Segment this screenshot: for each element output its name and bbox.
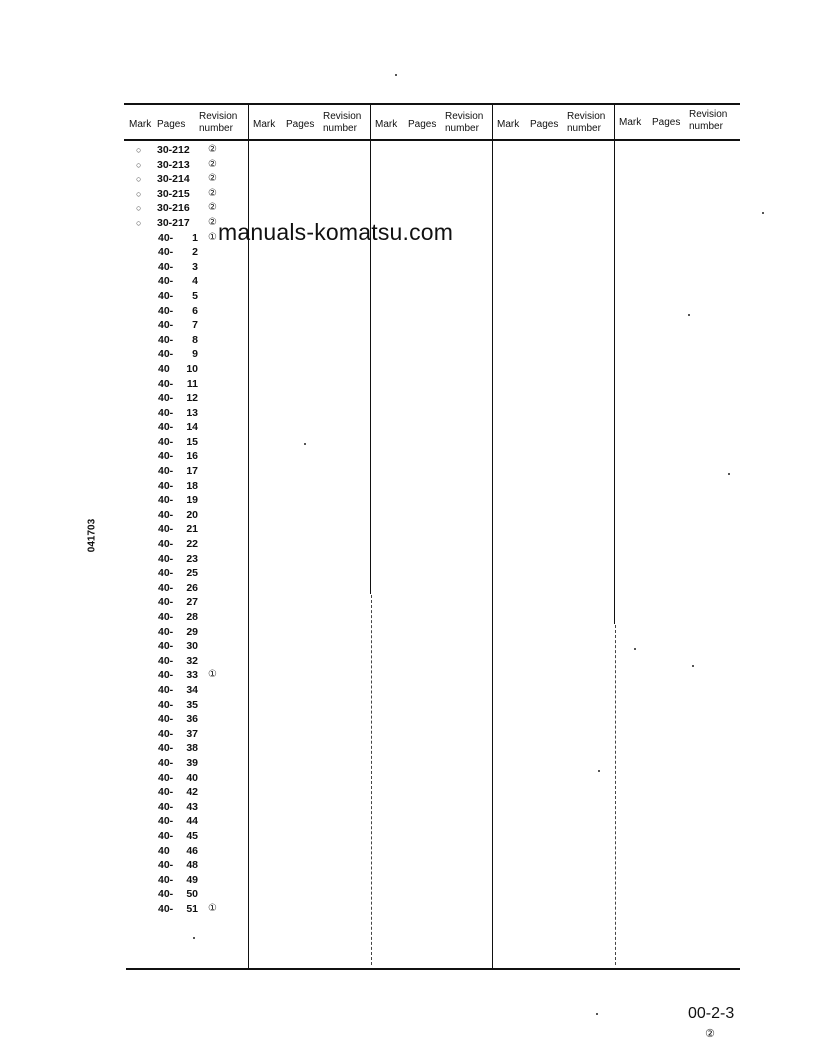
row-page-prefix: 40-: [158, 435, 174, 448]
row-page-number: 7: [192, 319, 198, 332]
table-row: [126, 858, 248, 873]
table-row: [126, 683, 248, 698]
table-row: [126, 522, 248, 537]
table-header-rule: [124, 139, 740, 141]
column-divider: [614, 104, 615, 624]
row-page-number: 11: [186, 377, 198, 390]
column-divider-broken: [615, 625, 617, 965]
row-page-number: 46: [186, 844, 198, 857]
row-page-prefix: 40-: [158, 450, 174, 463]
row-page-prefix: 40-: [158, 304, 174, 317]
table-row: [126, 187, 248, 202]
row-page-number: 17: [186, 465, 198, 478]
row-revision: ②: [208, 173, 217, 185]
row-page-prefix: 40-: [158, 698, 174, 711]
row-page-prefix: 40-: [158, 829, 174, 842]
row-page-number: 38: [186, 742, 198, 755]
row-page: 30-215: [157, 187, 190, 200]
footer-page-number: 00-2-3: [688, 1005, 735, 1022]
row-page-prefix: 40-: [158, 596, 174, 609]
table-row: [126, 785, 248, 800]
row-page-number: 30: [186, 640, 198, 653]
row-page-number: 2: [192, 246, 198, 259]
table-row: [126, 668, 248, 683]
row-page-number: 10: [186, 362, 198, 375]
header-pages: Pages: [530, 119, 559, 130]
table-row: [126, 406, 248, 421]
table-row: [126, 377, 248, 392]
table-row: [126, 479, 248, 494]
row-page-prefix: 40-: [158, 275, 174, 288]
row-page-number: 44: [186, 815, 198, 828]
page-list: [126, 143, 248, 916]
header-pages: Pages: [157, 119, 186, 130]
table-row: [126, 260, 248, 275]
table-row: [126, 566, 248, 581]
header-group-5: [614, 105, 736, 137]
table-row: [126, 829, 248, 844]
row-revision: ②: [208, 158, 217, 170]
row-page-prefix: 40-: [158, 523, 174, 536]
header-group-2: [248, 107, 370, 139]
row-page-prefix: 40-: [158, 888, 174, 901]
table-row: [126, 347, 248, 362]
header-mark: Mark: [497, 119, 520, 130]
header-pages: Pages: [408, 119, 437, 130]
row-page-prefix: 40-: [158, 333, 174, 346]
row-page-number: 42: [186, 786, 198, 799]
row-page-prefix: 40-: [158, 377, 174, 390]
row-page-prefix: 40-: [158, 727, 174, 740]
row-page-prefix: 40-: [158, 348, 174, 361]
row-page-prefix: 40-: [158, 902, 174, 915]
header-revision: Revision number: [689, 109, 728, 132]
row-page-number: 12: [186, 392, 198, 405]
row-page-prefix: 40-: [158, 625, 174, 638]
table-row: [126, 625, 248, 640]
row-page-prefix: 40-: [158, 246, 174, 259]
row-page-number: 45: [186, 829, 198, 842]
table-row: [126, 610, 248, 625]
table-row: [126, 537, 248, 552]
header-mark: Mark: [375, 119, 398, 130]
header-revision: Revision number: [323, 111, 362, 134]
scan-speck: [596, 1013, 598, 1015]
row-page-number: 25: [186, 567, 198, 580]
row-page-prefix: 40-: [158, 289, 174, 302]
table-row: [126, 844, 248, 859]
row-page-number: 29: [186, 625, 198, 638]
row-mark: ○: [136, 159, 142, 170]
header-mark: Mark: [253, 119, 276, 130]
row-page-number: 26: [186, 581, 198, 594]
scan-speck: [728, 473, 730, 475]
row-page-number: 37: [186, 727, 198, 740]
row-page-prefix: 40-: [158, 567, 174, 580]
table-row: [126, 902, 248, 917]
row-page-number: 35: [186, 698, 198, 711]
table-row: [126, 887, 248, 902]
header-pages: Pages: [286, 119, 315, 130]
row-page-number: 51: [186, 902, 198, 915]
row-page-prefix: 40-: [158, 873, 174, 886]
row-mark: ○: [136, 203, 142, 214]
row-page-prefix: 40-: [158, 742, 174, 755]
row-page-prefix: 40-: [158, 231, 174, 244]
footer-revision-mark: ②: [705, 1028, 715, 1040]
row-page-prefix: 40: [158, 362, 170, 375]
row-revision: ②: [208, 144, 217, 155]
row-page-number: 5: [192, 289, 198, 302]
row-page-prefix: 40-: [158, 392, 174, 405]
scan-speck: [304, 443, 306, 445]
row-page-number: 1: [192, 231, 198, 244]
row-revision: ①: [208, 902, 217, 914]
column-divider-broken: [371, 595, 373, 965]
table-row: [126, 698, 248, 713]
row-page-prefix: 40-: [158, 640, 174, 653]
row-revision: ①: [208, 669, 217, 681]
header-group-1: [124, 107, 246, 139]
row-page-number: 33: [186, 669, 198, 682]
row-page-prefix: 40-: [158, 654, 174, 667]
row-page-prefix: 40-: [158, 713, 174, 726]
row-page-prefix: 40-: [158, 260, 174, 273]
row-page-number: 3: [192, 260, 198, 273]
row-page-number: 40: [186, 771, 198, 784]
table-row: [126, 201, 248, 216]
scan-speck: [634, 648, 636, 650]
table-row: [126, 245, 248, 260]
row-page-prefix: 40-: [158, 786, 174, 799]
row-page-number: 23: [186, 552, 198, 565]
table-row: [126, 639, 248, 654]
row-page-prefix: 40-: [158, 479, 174, 492]
table-row: [126, 727, 248, 742]
header-revision: Revision number: [567, 111, 606, 134]
table-row: [126, 741, 248, 756]
scan-speck: [395, 74, 397, 76]
row-page-number: 4: [192, 275, 198, 288]
column-divider: [492, 104, 493, 968]
row-page-number: 21: [186, 523, 198, 536]
row-page-prefix: 40-: [158, 683, 174, 696]
header-mark: Mark: [619, 117, 642, 128]
row-page-number: 36: [186, 713, 198, 726]
column-divider: [370, 104, 371, 594]
row-page-number: 28: [186, 611, 198, 623]
row-page-prefix: 40: [158, 844, 170, 857]
row-page: 30-213: [157, 158, 190, 171]
scan-speck: [598, 770, 600, 772]
row-page-number: 27: [186, 596, 198, 609]
row-page-number: 9: [192, 348, 198, 361]
table-row: [126, 158, 248, 173]
table-bottom-rule: [126, 968, 740, 970]
header-group-4: [492, 107, 614, 139]
table-row: [126, 143, 248, 158]
row-revision: ②: [208, 216, 217, 228]
row-page-prefix: 40-: [158, 581, 174, 594]
scan-speck: [762, 212, 764, 214]
header-pages: Pages: [652, 117, 681, 128]
table-row: [126, 362, 248, 377]
table-row: [126, 449, 248, 464]
row-page-prefix: 40-: [158, 538, 174, 551]
table-row: [126, 756, 248, 771]
table-row: [126, 493, 248, 508]
table-row: [126, 814, 248, 829]
table-row: [126, 771, 248, 786]
table-row: [126, 712, 248, 727]
table-row: [126, 420, 248, 435]
row-page: 30-217: [157, 216, 190, 229]
row-revision: ①: [208, 231, 217, 243]
row-mark: ○: [136, 188, 142, 199]
row-page: 30-212: [157, 144, 190, 156]
row-page-prefix: 40-: [158, 815, 174, 828]
row-page-number: 19: [186, 494, 198, 507]
row-page-number: 13: [186, 406, 198, 419]
table-row: [126, 800, 248, 815]
scan-speck: [688, 314, 690, 316]
table-row: [126, 318, 248, 333]
row-page-number: 34: [186, 683, 198, 696]
row-page-number: 48: [186, 859, 198, 872]
side-document-code: 041703: [86, 518, 98, 553]
header-group-3: [370, 107, 492, 139]
table-row: [126, 435, 248, 450]
row-page-prefix: 40-: [158, 319, 174, 332]
row-page-number: 22: [186, 538, 198, 551]
row-page-prefix: 40-: [158, 494, 174, 507]
table-row: [126, 333, 248, 348]
row-page-prefix: 40-: [158, 771, 174, 784]
row-revision: ②: [208, 202, 217, 214]
row-page-prefix: 40-: [158, 611, 174, 623]
table-row: [126, 595, 248, 610]
row-mark: ○: [136, 217, 142, 228]
header-revision: Revision number: [445, 111, 484, 134]
row-page: 30-214: [157, 173, 190, 186]
row-page-number: 43: [186, 800, 198, 813]
row-page-prefix: 40-: [158, 465, 174, 478]
row-page-prefix: 40-: [158, 756, 174, 769]
row-page-prefix: 40-: [158, 406, 174, 419]
table-row: [126, 508, 248, 523]
row-page-number: 6: [192, 304, 198, 317]
row-page-number: 14: [186, 421, 198, 434]
row-page-prefix: 40-: [158, 421, 174, 434]
row-page-prefix: 40-: [158, 859, 174, 872]
row-page: 30-216: [157, 202, 190, 215]
table-row: [126, 304, 248, 319]
table-row: [126, 172, 248, 187]
row-page-number: 49: [186, 873, 198, 886]
table-row: [126, 289, 248, 304]
row-page-prefix: 40-: [158, 508, 174, 521]
table-row: [126, 464, 248, 479]
row-page-number: 16: [186, 450, 198, 463]
scan-speck: [193, 937, 195, 939]
row-page-number: 20: [186, 508, 198, 521]
table-row: [126, 274, 248, 289]
row-mark: ○: [136, 145, 142, 155]
row-page-number: 50: [186, 888, 198, 901]
row-revision: ②: [208, 187, 217, 199]
table-row: [126, 581, 248, 596]
row-page-number: 8: [192, 333, 198, 346]
watermark-text: manuals-komatsu.com: [218, 219, 454, 245]
row-page-prefix: 40-: [158, 669, 174, 682]
header-mark: Mark: [129, 119, 152, 130]
table-row: [126, 391, 248, 406]
header-revision: Revision number: [199, 111, 238, 134]
row-page-number: 32: [186, 654, 198, 667]
row-page-prefix: 40-: [158, 552, 174, 565]
row-page-prefix: 40-: [158, 800, 174, 813]
table-row: [126, 873, 248, 888]
table-row: [126, 654, 248, 669]
row-page-number: 18: [186, 479, 198, 492]
row-page-number: 39: [186, 756, 198, 769]
row-mark: ○: [136, 174, 142, 185]
table-row: [126, 552, 248, 567]
scan-speck: [692, 665, 694, 667]
row-page-number: 15: [186, 435, 198, 448]
